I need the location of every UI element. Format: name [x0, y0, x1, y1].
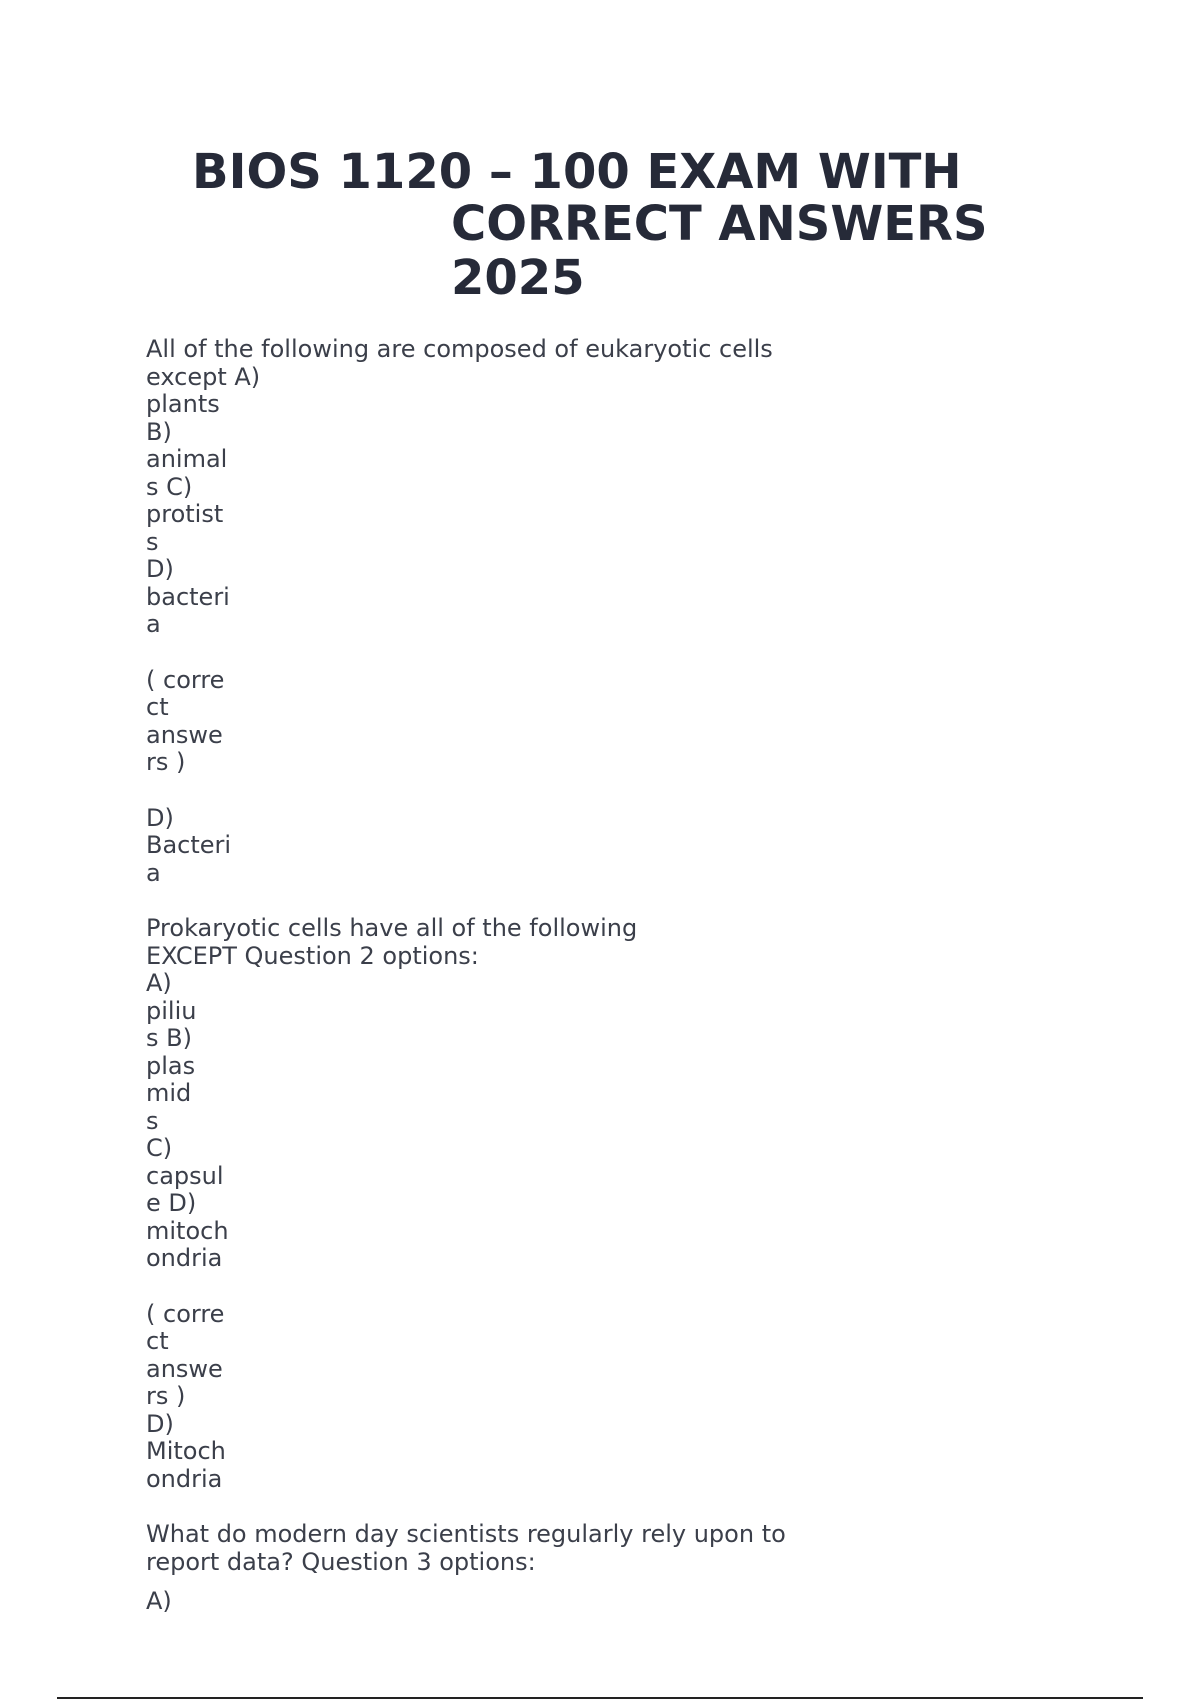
option-line: piliu: [146, 996, 197, 1025]
option-line: s C): [146, 472, 193, 501]
document-title-line-3: 2025: [451, 250, 585, 306]
document-title-line-2: CORRECT ANSWERS: [451, 196, 988, 252]
option-line: B): [146, 417, 172, 446]
option-line: s: [146, 1106, 159, 1135]
option-line-clipped: A): [146, 1587, 172, 1615]
option-line: protist: [146, 500, 224, 528]
option-line: plants: [146, 390, 220, 418]
option-line: C): [146, 1134, 173, 1162]
question-prompt-line: What do modern day scientists regularly rely upon to: [146, 1520, 786, 1548]
option-line: e D): [146, 1189, 197, 1217]
option-line: s B): [146, 1024, 192, 1052]
document-title-line-1: BIOS 1120 – 100 EXAM WITH: [192, 144, 962, 200]
option-line: s: [146, 527, 159, 556]
option-line: plas: [146, 1051, 196, 1080]
question-prompt-line: report data? Question 3 options:: [146, 1547, 536, 1576]
question-prompt-line: except A): [146, 362, 261, 391]
option-line: ondria: [146, 1244, 223, 1272]
question-2: [146, 915, 906, 1521]
option-line: a: [146, 610, 161, 638]
answer-label-line: ( corre: [146, 665, 225, 694]
question-prompt-line: EXCEPT Question 2 options:: [146, 941, 479, 970]
answer-label-line: ( corre: [146, 1299, 225, 1328]
answer-line: a: [146, 858, 161, 887]
answer-line: Mitoch: [146, 1437, 226, 1465]
answer-label-line: rs ): [146, 1382, 186, 1410]
question-3: [146, 1521, 906, 1576]
answer-line: D): [146, 803, 174, 832]
answer-label-line: ct: [146, 1327, 169, 1355]
option-line: mid: [146, 1079, 192, 1107]
option-line: capsul: [146, 1161, 224, 1190]
option-line: A): [146, 969, 172, 997]
answer-label-line: rs ): [146, 748, 186, 776]
exam-body: [146, 336, 906, 1576]
answer-line: Bacteri: [146, 831, 232, 859]
option-line: D): [146, 555, 174, 583]
answer-line: ondria: [146, 1464, 223, 1493]
question-prompt-line: All of the following are composed of eukaryotic cells: [146, 335, 773, 363]
question-prompt-line: Prokaryotic cells have all of the following: [146, 914, 638, 942]
option-line: mitoch: [146, 1216, 229, 1245]
option-line: animal: [146, 445, 228, 473]
page-bottom-rule: [57, 1697, 1143, 1699]
answer-label-line: answe: [146, 720, 223, 749]
answer-label-line: ct: [146, 693, 169, 721]
option-line: bacteri: [146, 582, 230, 611]
answer-label-line: answe: [146, 1354, 223, 1383]
answer-line: D): [146, 1409, 174, 1438]
question-1: [146, 336, 906, 915]
